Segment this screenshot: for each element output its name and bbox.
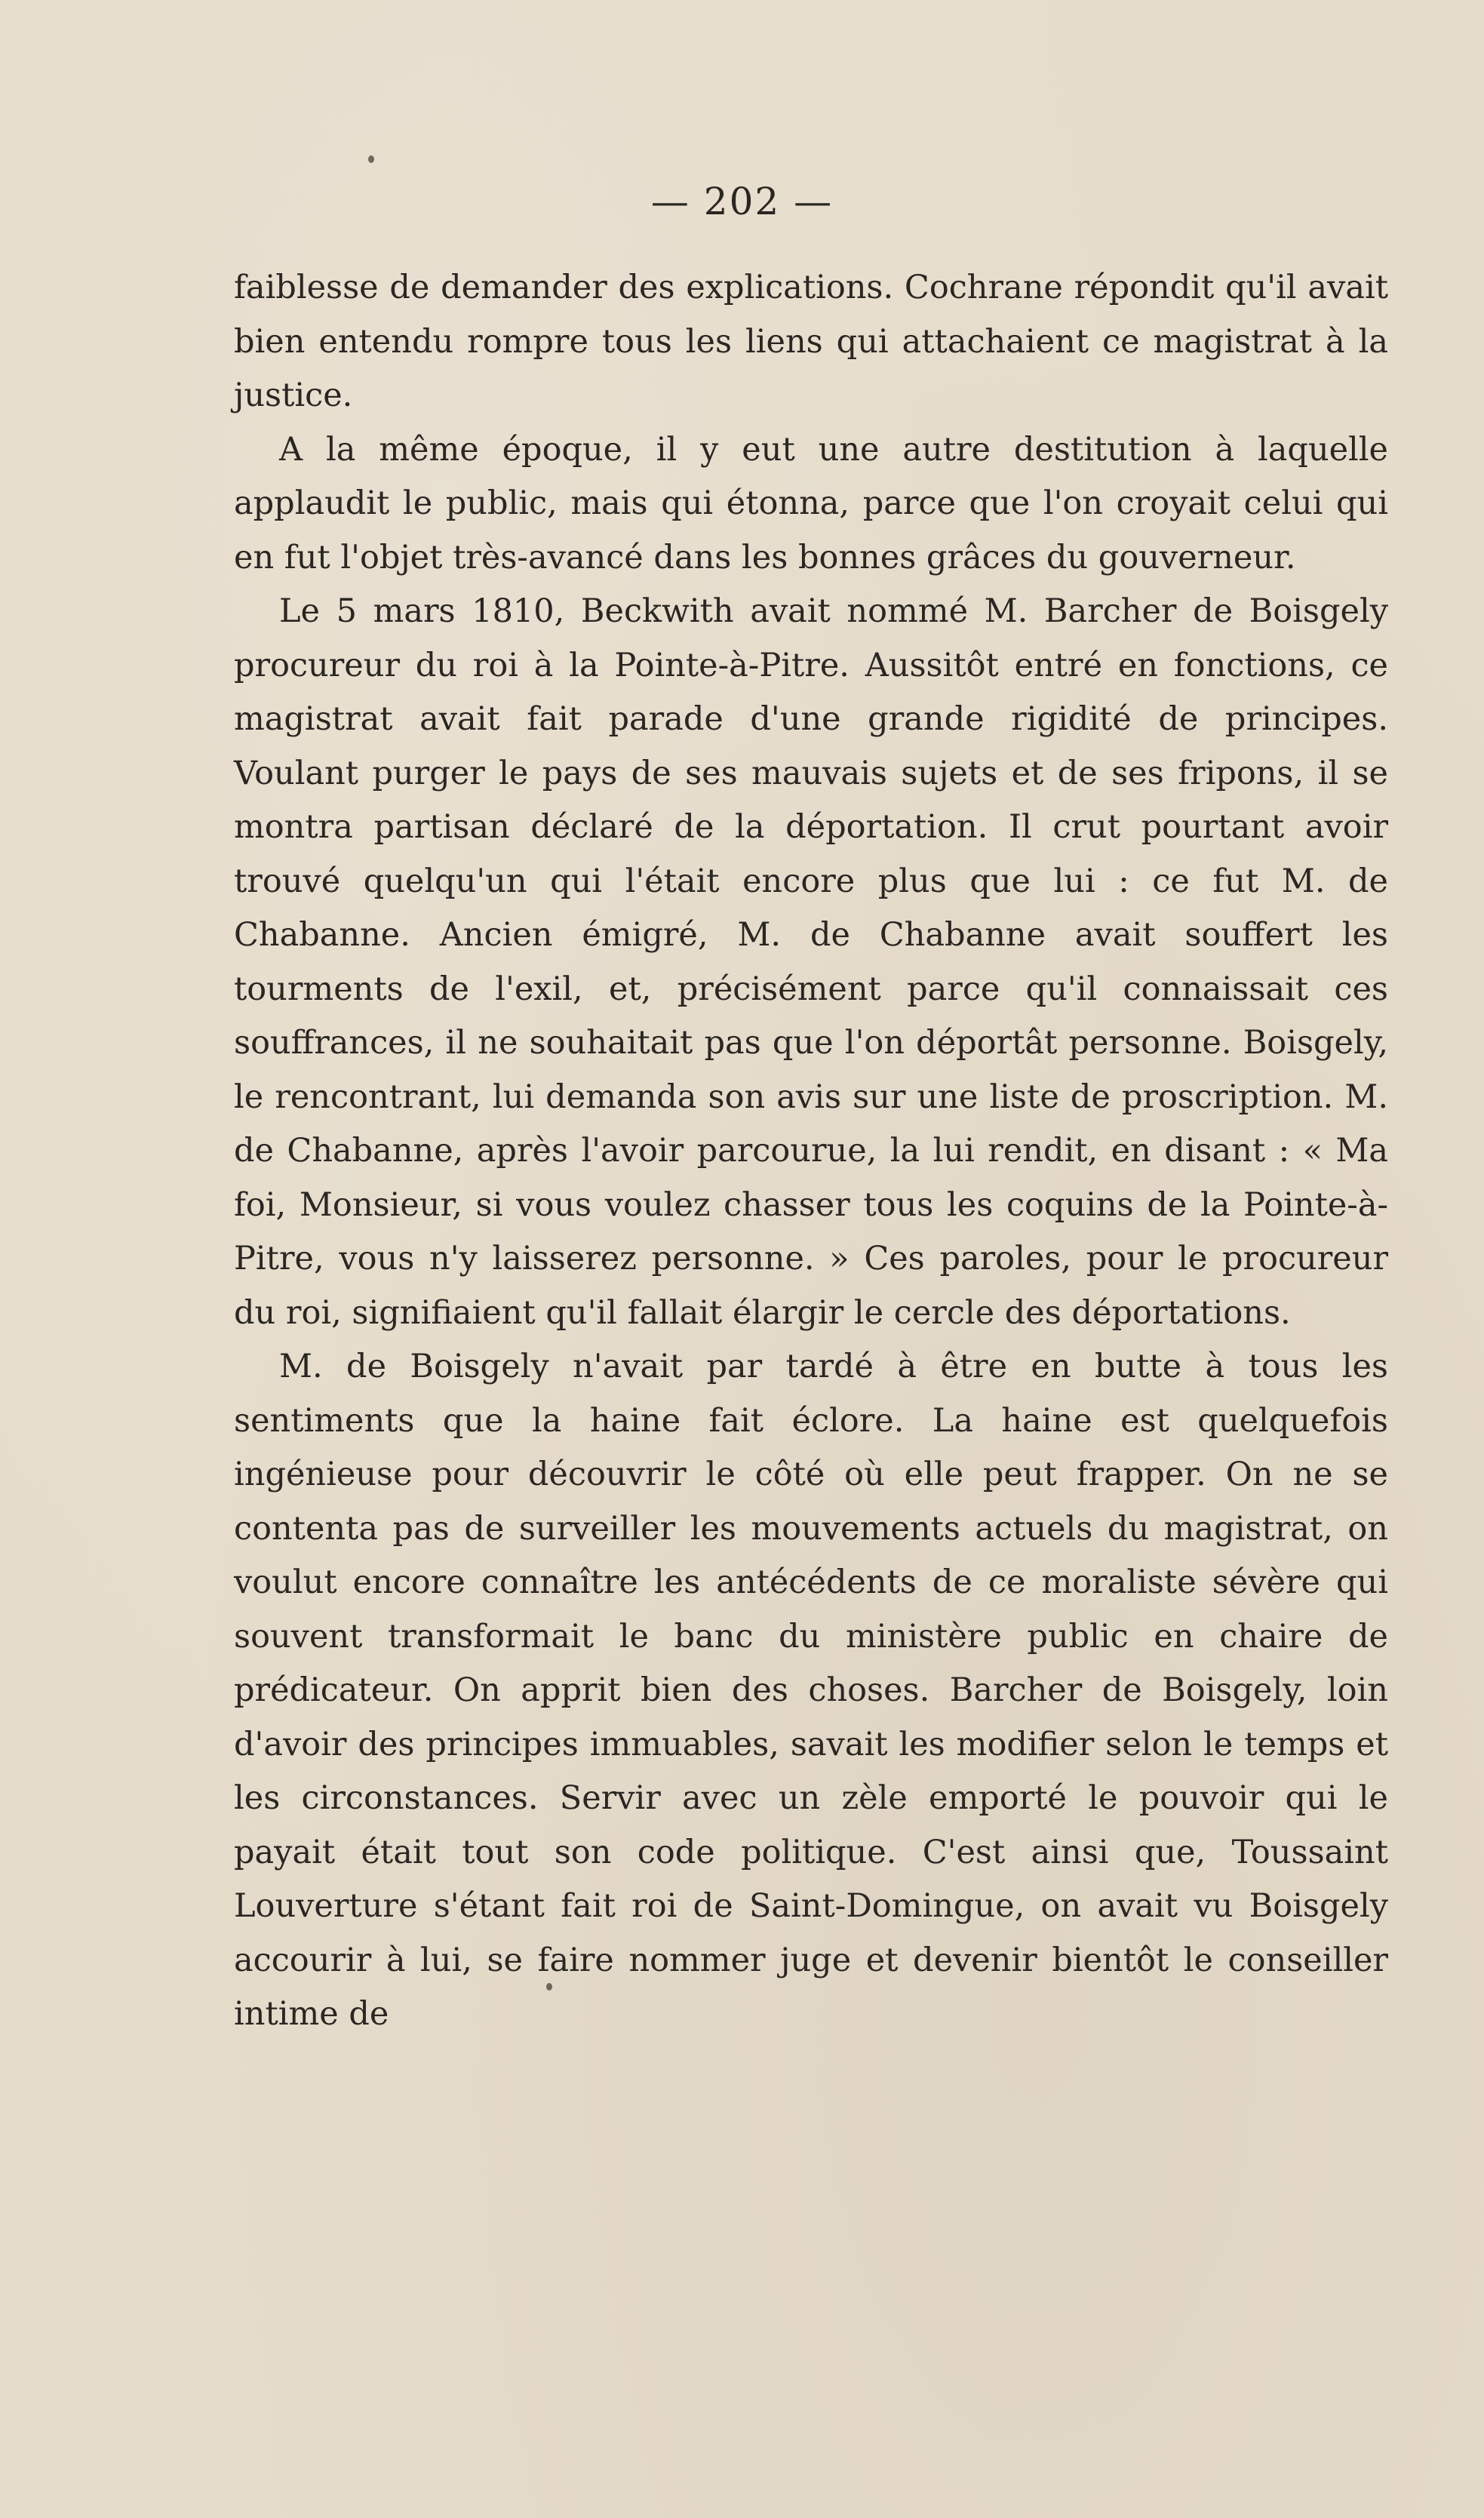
page-number: — 202 —: [650, 180, 834, 223]
paragraph-continuation: faiblesse de demander des explications. Cochrane répondit qu'il avait bien entendu rompre tous les liens qui attachaient ce magistrat à la justice.: [234, 269, 1388, 414]
paragraph: Le 5 mars 1810, Beckwith avait nommé M. Barcher de Boisgely procureur du roi à la Pointe-à-Pitre. Aussitôt entré en fonctions, ce magistrat avait fait parade d'une grande rigidité de principes. Voulant purger le pays de ses mauvais sujets et de ses fripons, il se montra partisan déclaré de la déportation. Il crut pourtant avoir trouvé quelqu'un qui l'était encore plus que lui : ce fut M. de Chabanne. Ancien émigré, M. de Chabanne avait souffert les tourments de l'exil, et, précisément parce qu'il connaissait ces souffrances, il ne souhaitait pas que l'on déportât personne. Boisgely, le rencontrant, lui demanda son avis sur une liste de proscription. M. de Chabanne, après l'avoir parcourue, la lui rendit, en disant : « Ma foi, Monsieur, si vous voulez chasser tous les coquins de la Pointe-à-Pitre, vous n'y laisserez personne. » Ces paroles, pour le procureur du roi, signifiaient qu'il fallait élargir le cercle des déportations.: [234, 592, 1388, 1332]
paragraph: M. de Boisgely n'avait par tardé à être en butte à tous les sentiments que la haine fait éclore. La haine est quelquefois ingénieuse pour découvrir le côté où elle peut frapper. On ne se contenta pas de surveiller les mouvements actuels du magistrat, on voulut encore connaître les antécédents de ce moraliste sévère qui souvent transformait le banc du ministère public en chaire de prédicateur. On apprit bien des choses. Barcher de Boisgely, loin d'avoir des principes immuables, savait les modifier selon le temps et les circonstances. Servir avec un zèle emporté le pouvoir qui le payait était tout son code politique. C'est ainsi que, Toussaint Louverture s'étant fait roi de Saint-Domingue, on avait vu Boisgely accourir à lui, se faire nommer juge et devenir bientôt le conseiller intime de: [234, 1348, 1388, 2033]
paragraph: A la même époque, il y eut une autre destitution à laquelle applaudit le public, mais qui étonna, parce que l'on croyait celui qui en fut l'objet très-avancé dans les bonnes grâces du gouverneur.: [234, 430, 1388, 576]
body-text: [234, 261, 1388, 2042]
ink-speck: [368, 155, 374, 163]
